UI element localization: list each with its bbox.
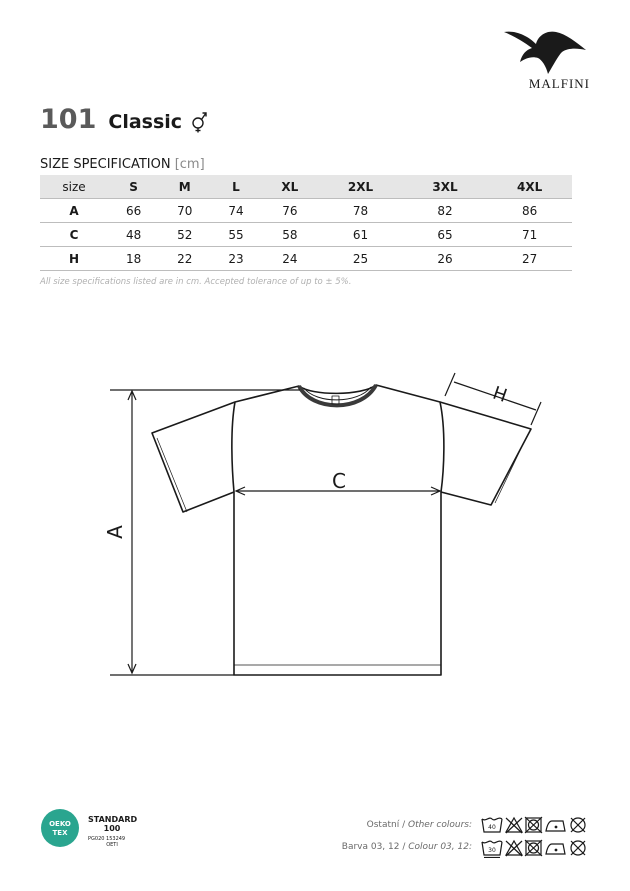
care-symbols-row-2 xyxy=(481,838,593,858)
size-col-4xl: 4XL xyxy=(487,175,572,199)
size-col-2xl: 2XL xyxy=(318,175,403,199)
colour-main-cz: Barva 03, 12 / xyxy=(341,842,406,852)
label-c: C xyxy=(332,469,346,493)
oeko-tex-text xyxy=(88,815,137,848)
size-col-l: L xyxy=(210,175,261,199)
table-cell: 22 xyxy=(159,247,210,271)
table-cell: 78 xyxy=(318,199,403,223)
table-cell: 71 xyxy=(487,223,572,247)
table-row xyxy=(40,247,572,271)
oeko-standard: STANDARD xyxy=(88,815,138,824)
iron-low-icon xyxy=(546,844,565,854)
table-row xyxy=(40,199,572,223)
table-cell: 18 xyxy=(108,247,159,271)
tolerance-note: All size specifications listed are in cm. Accepted tolerance of up to ± 5%. xyxy=(40,277,352,287)
table-cell: 76 xyxy=(262,199,319,223)
size-col-s: S xyxy=(108,175,159,199)
other-colours-cz: Ostatní / xyxy=(366,820,406,830)
table-row xyxy=(40,223,572,247)
table-cell: 24 xyxy=(262,247,319,271)
product-name: Classic xyxy=(108,111,183,133)
table-cell: 52 xyxy=(159,223,210,247)
oeko-number: 100 xyxy=(103,824,121,833)
table-cell: 26 xyxy=(403,247,488,271)
unisex-icon xyxy=(190,111,208,138)
table-cell: 66 xyxy=(108,199,159,223)
size-spec-title: SIZE SPECIFICATION xyxy=(40,157,171,172)
row-label: C xyxy=(40,223,108,247)
oeko-institute: OETI xyxy=(106,842,118,848)
row-label: H xyxy=(40,247,108,271)
oeko-code: PG020 153249 xyxy=(88,836,126,842)
size-table xyxy=(40,175,572,271)
oeko-badge-line1: OEKO xyxy=(49,820,71,828)
table-cell: 23 xyxy=(210,247,261,271)
label-a: A xyxy=(103,525,127,539)
size-col-3xl: 3XL xyxy=(403,175,488,199)
size-col-xl: XL xyxy=(262,175,319,199)
colour-main-en: Colour 03, 12: xyxy=(408,842,472,852)
no-dry-clean-icon xyxy=(571,818,585,832)
wash-temp-30: 30 xyxy=(488,847,496,854)
iron-low-icon xyxy=(546,821,565,831)
no-bleach-icon xyxy=(506,841,522,856)
product-number: 101 xyxy=(40,104,97,135)
colour-main-label xyxy=(342,842,472,852)
table-cell: 61 xyxy=(318,223,403,247)
no-dry-clean-icon xyxy=(571,841,585,855)
brand-name: MALFINI xyxy=(528,76,590,91)
oeko-badge-line2: TEX xyxy=(52,829,68,837)
no-bleach-icon xyxy=(506,818,522,833)
table-cell: 48 xyxy=(108,223,159,247)
table-cell: 86 xyxy=(487,199,572,223)
table-cell: 70 xyxy=(159,199,210,223)
care-symbols-row-1 xyxy=(481,815,593,835)
table-cell: 65 xyxy=(403,223,488,247)
other-colours-label xyxy=(367,820,472,830)
size-spec-heading xyxy=(40,157,205,172)
brand-logo xyxy=(498,26,594,96)
size-header-label: size xyxy=(40,175,108,199)
table-cell: 82 xyxy=(403,199,488,223)
label-h: H xyxy=(489,382,510,407)
tshirt-diagram xyxy=(100,370,550,690)
table-cell: 58 xyxy=(262,223,319,247)
size-table-header xyxy=(40,175,572,199)
table-cell: 27 xyxy=(487,247,572,271)
size-spec-unit: [cm] xyxy=(174,157,205,172)
size-col-m: M xyxy=(159,175,210,199)
other-colours-en: Other colours: xyxy=(407,820,472,830)
oeko-tex-badge xyxy=(40,808,80,848)
table-cell: 55 xyxy=(210,223,261,247)
tshirt-outline xyxy=(152,382,531,675)
table-cell: 74 xyxy=(210,199,261,223)
no-tumble-dry-icon xyxy=(525,817,542,833)
wash-temp-40: 40 xyxy=(488,824,496,831)
product-title xyxy=(40,104,208,144)
eagle-logo-icon xyxy=(502,26,588,78)
no-tumble-dry-icon xyxy=(525,840,542,856)
row-label: A xyxy=(40,199,108,223)
table-cell: 25 xyxy=(318,247,403,271)
measure-lines xyxy=(110,373,541,675)
